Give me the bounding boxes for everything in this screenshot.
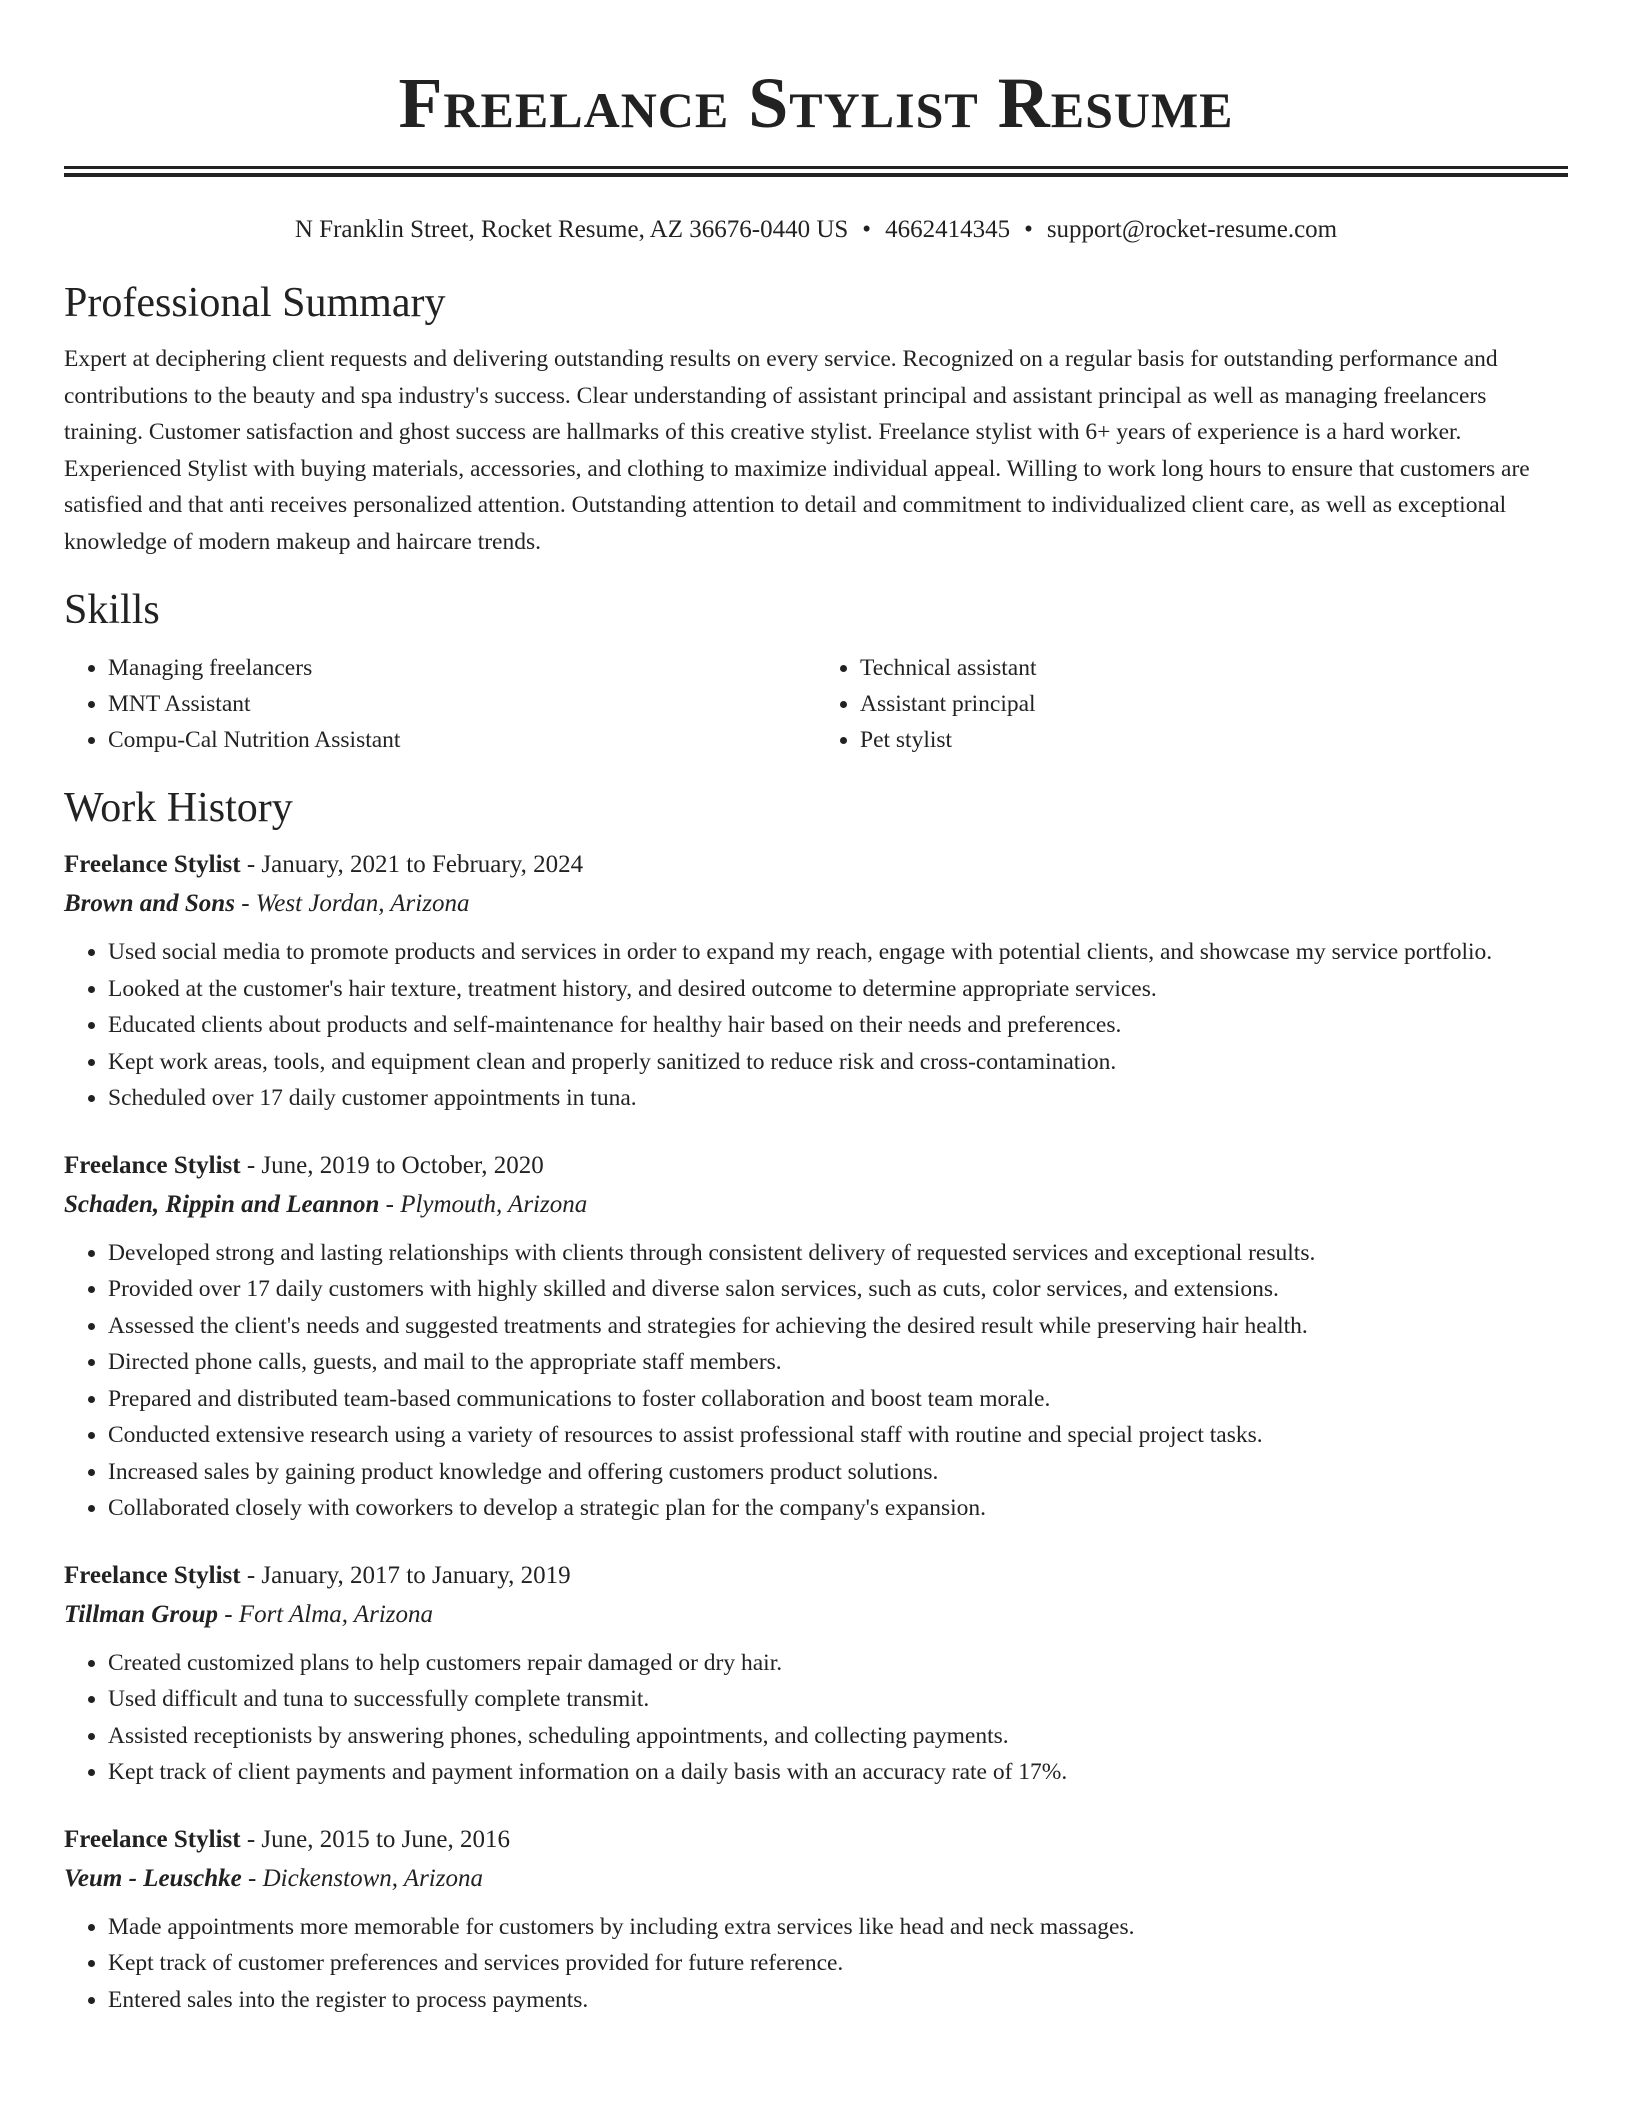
job-entry: [64, 1821, 1568, 2019]
job-dates: January, 2017 to January, 2019: [261, 1561, 571, 1589]
job-bullet: • Educated clients about products and self-maintenance for healthy hair based on their needs and preferences.: [108, 1007, 1568, 1044]
skills-heading: Skills: [64, 587, 160, 633]
job-title-line: Freelance Stylist - January, 2017 to January, 2019: [64, 1561, 571, 1589]
job-bullet: • Provided over 17 daily customers with highly skilled and diverse salon services, such as cuts, color services, and extensions.: [108, 1271, 1568, 1308]
job-bullet: • Prepared and distributed team-based communications to foster collaboration and boost team morale.: [108, 1381, 1568, 1418]
job-bullet: • Scheduled over 17 daily customer appointments in tuna.: [108, 1080, 1568, 1117]
job-dates: June, 2019 to October, 2020: [261, 1151, 544, 1179]
job-company: Tillman Group: [64, 1600, 218, 1628]
skill-item: • Assistant principal: [860, 686, 1568, 722]
job-bullets: [64, 1645, 1568, 1791]
contact-phone: 4662414345: [885, 216, 1011, 243]
job-entry: [64, 846, 1568, 1117]
job-bullets: [64, 1235, 1568, 1527]
job-bullet: • Assisted receptionists by answering phones, scheduling appointments, and collecting payments.: [108, 1718, 1568, 1755]
skill-item: • Pet stylist: [860, 722, 1568, 758]
job-bullet: • Entered sales into the register to process payments.: [108, 1982, 1568, 2019]
job-bullet: • Developed strong and lasting relationships with clients through consistent delivery of requested services and exceptional results.: [108, 1235, 1568, 1272]
skill-item: • MNT Assistant: [108, 686, 816, 722]
job-location: Dickenstown, Arizona: [262, 1864, 483, 1892]
resume-page: [64, 0, 1568, 2018]
job-title-line: Freelance Stylist - January, 2021 to February, 2024: [64, 851, 584, 878]
title-double-rule: [64, 166, 1568, 177]
job-title: Freelance Stylist: [64, 1151, 241, 1179]
job-company-line: Veum - Leuschke - Dickenstown, Arizona: [64, 1864, 483, 1892]
job-company: Veum - Leuschke: [64, 1864, 242, 1892]
job-bullet: • Used social media to promote products and services in order to expand my reach, engage with potential clients, and showcase my service portfolio.: [108, 934, 1568, 971]
job-location: Fort Alma, Arizona: [238, 1600, 434, 1628]
skills-column-right: [816, 650, 1568, 758]
contact-line: [64, 213, 1568, 247]
job-bullet: • Created customized plans to help customers repair damaged or dry hair.: [108, 1645, 1568, 1682]
job-location: Plymouth, Arizona: [400, 1190, 588, 1218]
job-entry: [64, 1147, 1568, 1527]
skill-item: • Technical assistant: [860, 650, 1568, 686]
skills-column-left: [64, 650, 816, 758]
job-company-line: Brown and Sons - West Jordan, Arizona: [64, 890, 470, 917]
job-dates: June, 2015 to June, 2016: [261, 1825, 511, 1853]
summary-heading: Professional Summary: [64, 280, 446, 326]
job-bullet: • Kept track of client payments and payment information on a daily basis with an accuracy rate of 17%.: [108, 1754, 1568, 1791]
job-location: West Jordan, Arizona: [255, 890, 470, 917]
job-bullet: • Kept work areas, tools, and equipment clean and properly sanitized to reduce risk and cross-contamination.: [108, 1044, 1568, 1081]
contact-separator: •: [1024, 216, 1033, 243]
job-company: Schaden, Rippin and Leannon: [64, 1190, 380, 1218]
job-title-line: Freelance Stylist - June, 2019 to October, 2020: [64, 1151, 544, 1179]
contact-address: N Franklin Street, Rocket Resume, AZ 36676-0440 US: [294, 216, 849, 243]
job-company-line: Schaden, Rippin and Leannon - Plymouth, Arizona: [64, 1190, 588, 1218]
job-bullet: • Directed phone calls, guests, and mail to the appropriate staff members.: [108, 1344, 1568, 1381]
job-dates: January, 2021 to February, 2024: [261, 851, 584, 878]
skills-grid: [64, 650, 1568, 758]
job-title: Freelance Stylist: [64, 851, 241, 878]
job-bullet: • Kept track of customer preferences and services provided for future reference.: [108, 1945, 1568, 1982]
job-bullet: • Increased sales by gaining product knowledge and offering customers product solutions.: [108, 1454, 1568, 1491]
job-company-line: Tillman Group - Fort Alma, Arizona: [64, 1600, 434, 1628]
contact-email: support@rocket-resume.com: [1046, 216, 1338, 243]
summary-text: Expert at deciphering client requests and delivering outstanding results on every service. Recognized on a regular basis for outstanding performance and contributions to the beauty and spa industry's success. Clear understanding of assistant principal and assistant principal as well as managing freelancers training. Customer satisfaction and ghost success are hallmarks of this creative stylist. Freelance stylist with 6+ years of experience is a hard worker. Experienced Stylist with buying materials, accessories, and clothing to maximize individual appeal. Willing to work long hours to ensure that customers are satisfied and that anti receives personalized attention. Outstanding attention to detail and commitment to individualized client care, as well as exceptional knowledge of modern makeup and haircare trends.: [64, 346, 1530, 555]
work-history-heading: Work History: [64, 785, 293, 831]
skill-item: • Managing freelancers: [108, 650, 816, 686]
job-bullet: • Used difficult and tuna to successfully complete transmit.: [108, 1681, 1568, 1718]
resume-title: Freelance Stylist Resume: [398, 63, 1234, 143]
job-bullet: • Made appointments more memorable for customers by including extra services like head and neck massages.: [108, 1909, 1568, 1946]
job-bullets: [64, 934, 1568, 1117]
job-entry: [64, 1557, 1568, 1791]
contact-separator: •: [862, 216, 872, 243]
job-bullet: • Collaborated closely with coworkers to develop a strategic plan for the company's expansion.: [108, 1490, 1568, 1527]
job-title: Freelance Stylist: [64, 1561, 241, 1589]
job-company: Brown and Sons: [64, 890, 235, 917]
job-bullet: • Looked at the customer's hair texture, treatment history, and desired outcome to determine appropriate services.: [108, 971, 1568, 1008]
job-title: Freelance Stylist: [64, 1825, 241, 1853]
job-title-line: Freelance Stylist - June, 2015 to June, 2016: [64, 1825, 511, 1853]
job-bullet: • Assessed the client's needs and suggested treatments and strategies for achieving the desired result while preserving hair health.: [108, 1308, 1568, 1345]
skill-item: • Compu-Cal Nutrition Assistant: [108, 722, 816, 758]
job-bullets: [64, 1909, 1568, 2019]
job-bullet: • Conducted extensive research using a variety of resources to assist professional staff with routine and special project tasks.: [108, 1417, 1568, 1454]
